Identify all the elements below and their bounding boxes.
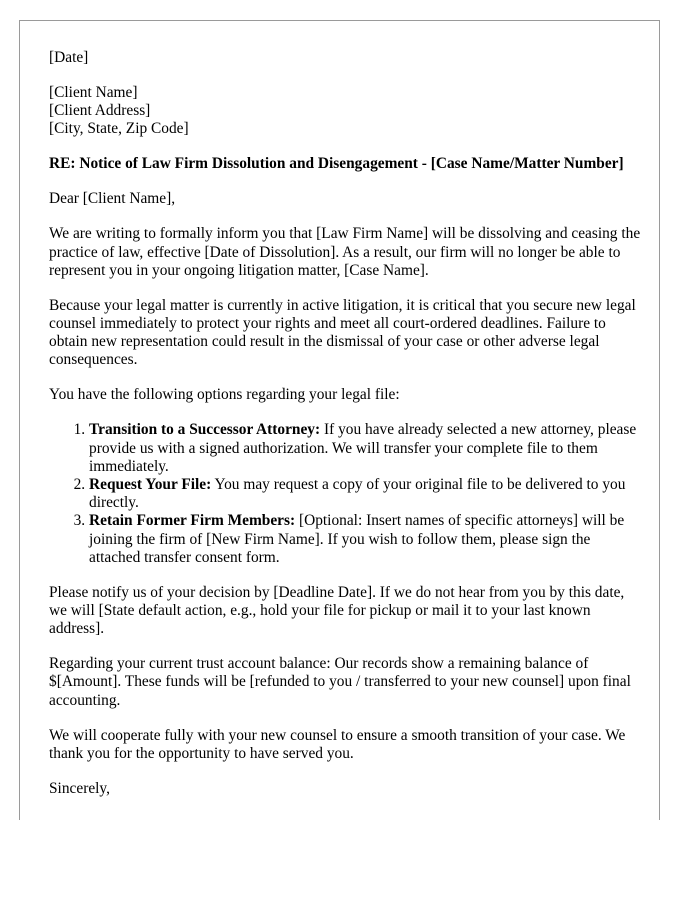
option-text: If you have already selected a new attorney, please provide us with a signed authorization. We will transfer your complete file to them immediately. [89,421,637,475]
paragraph-trust-balance: Regarding your current trust account balance: Our records show a remaining balance of $[Amount]. These funds will be [refunded to you / transferred to your new counsel] upon final accounting. [49,655,631,709]
paragraph-decision-deadline: Please notify us of your decision by [Deadline Date]. If we do not hear from you by this date, we will [State default action, e.g., hold your file for pickup or mail it to your last known address]. [49,583,625,638]
subject-line: RE: Notice of Law Firm Dissolution and Disengagement - [Case Name/Matter Number] [49,155,624,173]
salutation: Dear [Client Name], [49,190,176,208]
paragraph-new-counsel-warning: Because your legal matter is currently in active litigation, it is critical that you secure new legal counsel immediately to protect your rights and meet all court-ordered deadlines. Failure to obtain new representation could result in the dismissal of your case or other adverse legal consequences. [49,296,636,369]
option-item [89,421,643,476]
option-title: Transition to a Successor Attorney: [89,421,321,439]
options-list [49,421,643,567]
option-title: Retain Former Firm Members: [89,512,296,530]
letter-date: [Date] [49,49,89,66]
paragraph-dissolution-notice: We are writing to formally inform you that [Law Firm Name] will be dissolving and ceasing the practice of law, effective [Date of Dissolution]. As a result, our firm will no longer be able to represent you in your ongoing litigation matter, [Case Name]. [49,225,641,279]
client-name: [Client Name] [49,84,138,101]
option-title: Request Your File: [89,476,212,494]
option-text: You may request a copy of your original file to be delivered to you directly. [89,476,626,512]
paragraph-cooperation: We will cooperate fully with your new counsel to ensure a smooth transition of your case. We thank you for the opportunity to have served you. [49,726,626,762]
option-item [89,476,643,512]
options-intro: You have the following options regarding your legal file: [49,386,400,404]
option-item [89,512,643,567]
letter-body [49,49,643,815]
closing: Sincerely, [49,779,110,797]
client-city-state-zip: [City, State, Zip Code] [49,120,189,138]
client-address: [Client Address] [49,102,151,120]
letter-page [19,20,660,820]
option-text: [Optional: Insert names of specific attorneys] will be joining the firm of [New Firm Name]. If you wish to follow them, please sign the attached transfer consent form. [89,512,625,566]
recipient-address-block [49,84,643,139]
